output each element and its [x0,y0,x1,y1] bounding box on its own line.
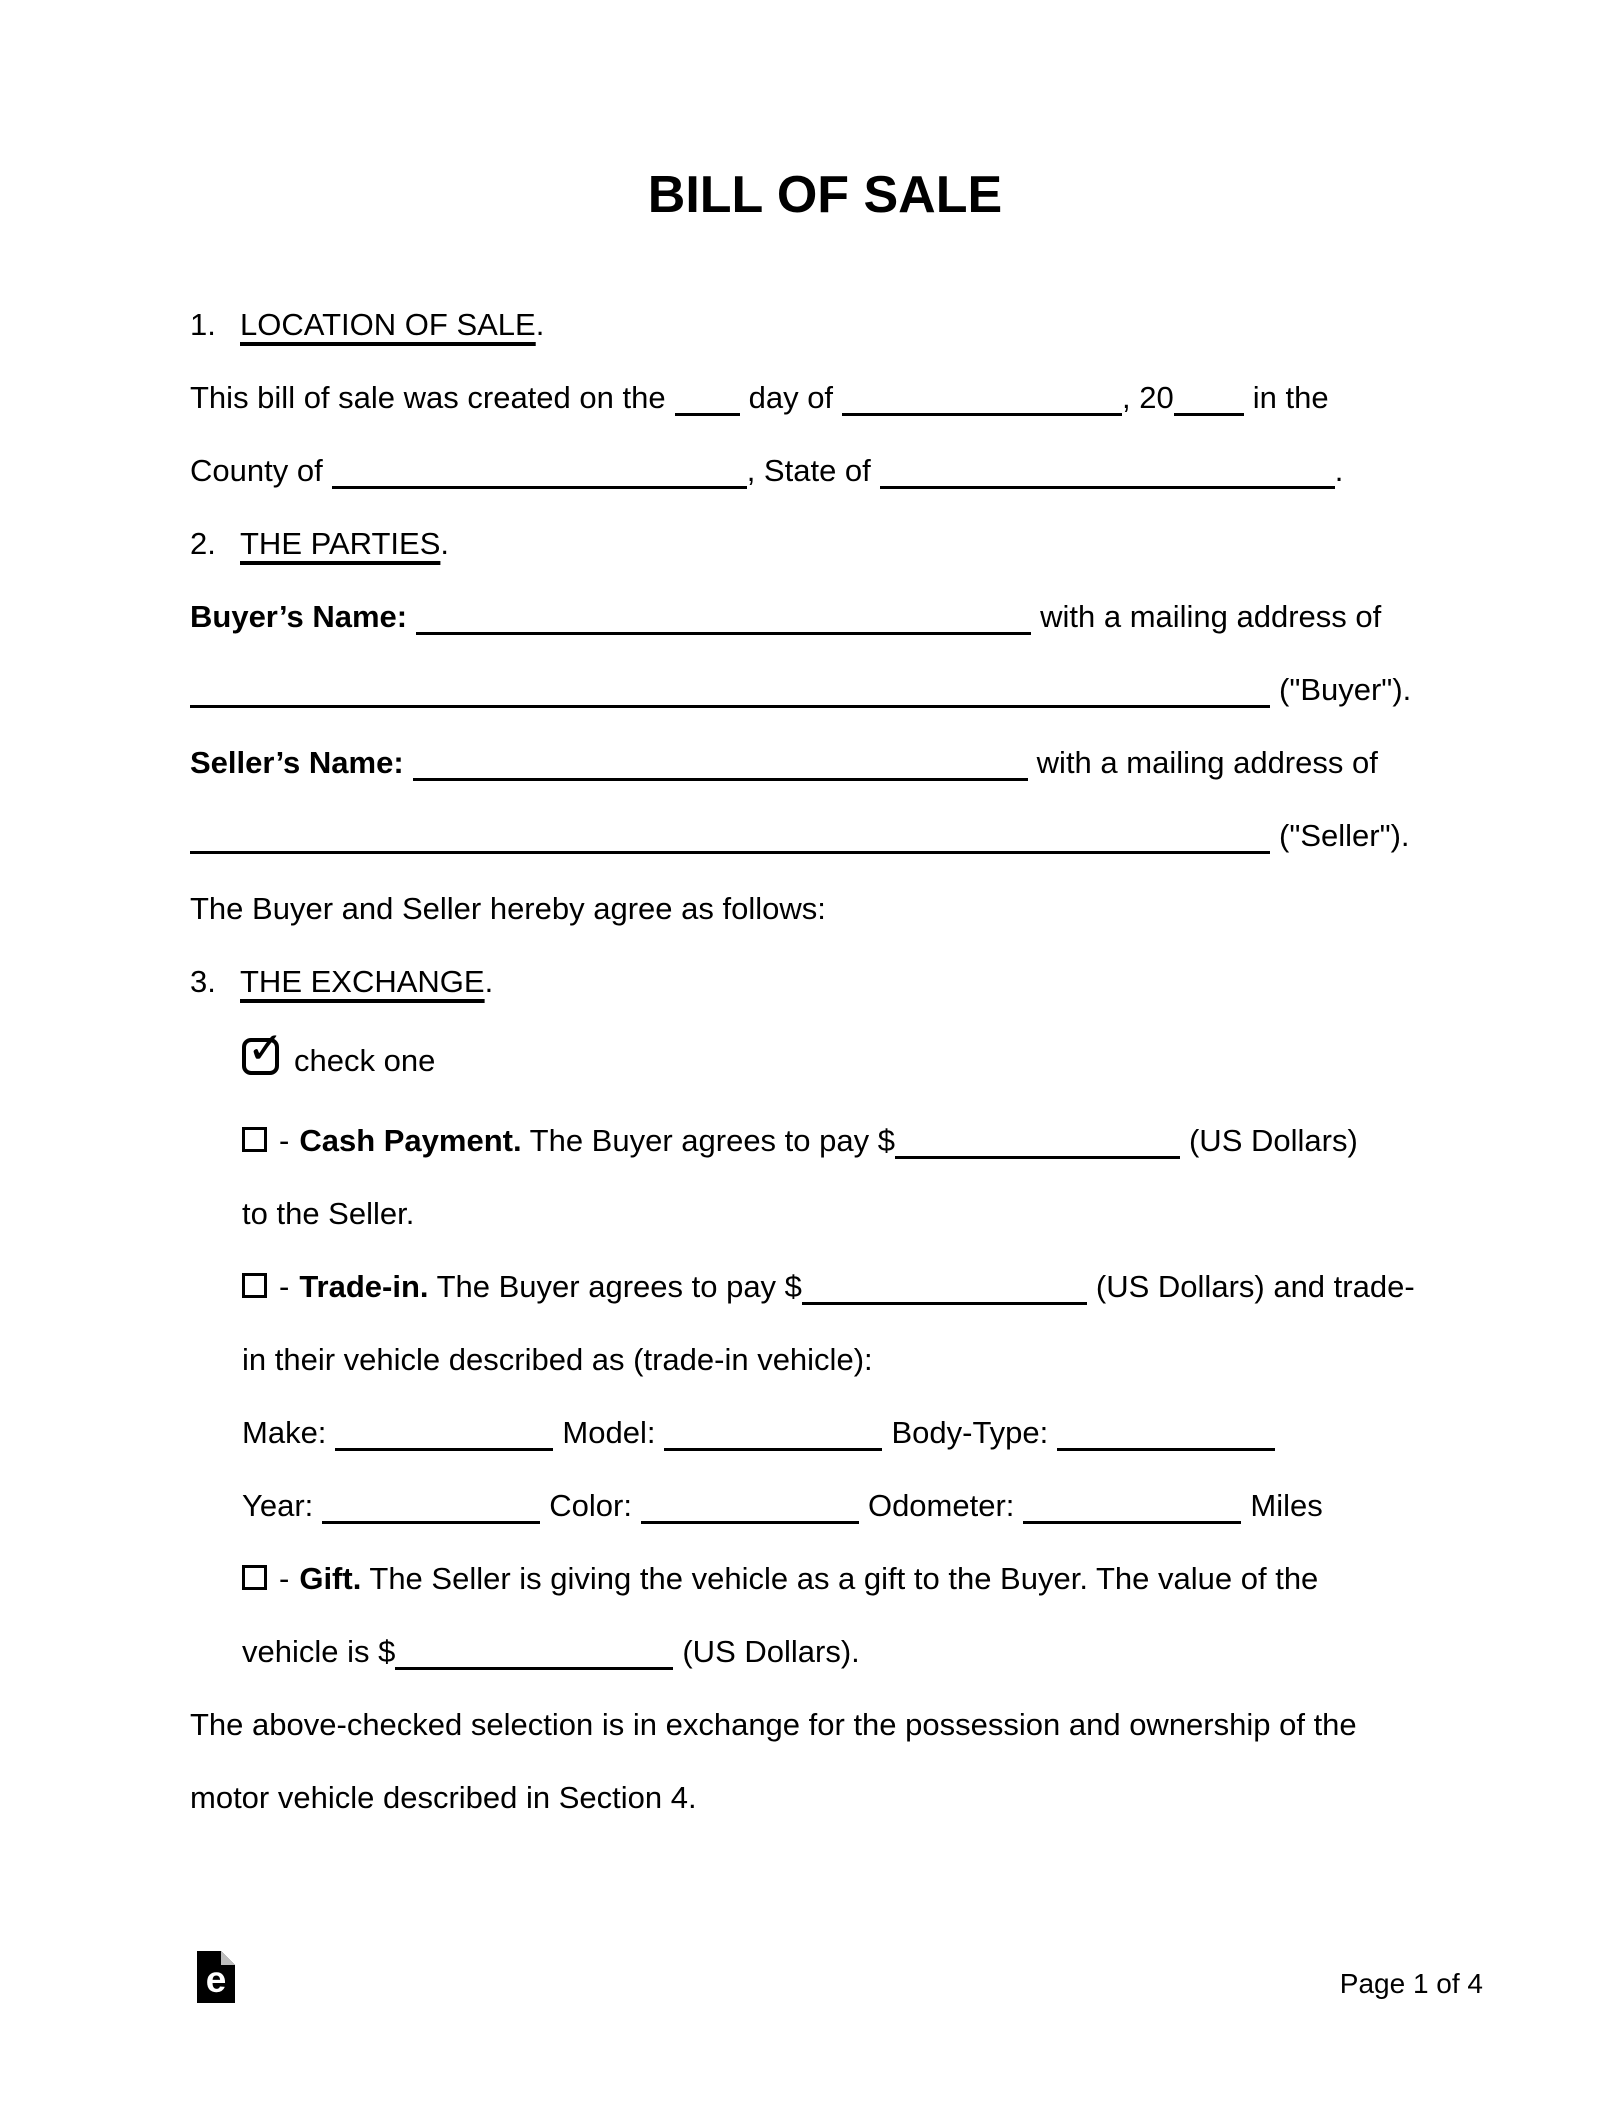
dash-separator: - [279,1561,290,1596]
day-blank[interactable] [675,399,740,416]
buyer-designation-text: ("Buyer"). [1279,672,1412,707]
buyer-name-line [190,580,1460,653]
trade-text-b: (US Dollars) and trade- [1095,1269,1415,1304]
seller-name-label: Seller’s Name: [190,745,404,780]
month-blank[interactable] [842,399,1122,416]
county-text-b: , State of [746,453,871,488]
buyer-name-blank[interactable] [416,618,1031,635]
color-blank[interactable] [641,1507,859,1524]
page-number: Page 1 of 4 [1339,1968,1483,1999]
body-type-blank[interactable] [1057,1434,1275,1451]
section-heading-parties [190,507,1460,580]
year-label: Year: [242,1488,314,1523]
buyer-mailing-text: with a mailing address of [1040,599,1382,634]
document-body [190,0,1460,1834]
buyer-address-blank[interactable] [190,691,1270,708]
buyer-name-label: Buyer’s Name: [190,599,408,634]
document-title: BILL OF SALE [647,166,1003,224]
trade-in-checkbox[interactable] [242,1273,267,1298]
county-blank[interactable] [332,472,747,489]
cash-payment-line [190,1104,1460,1177]
cash-continuation-line [190,1177,1460,1250]
cash-amount-blank[interactable] [895,1142,1180,1159]
section-heading-text: THE PARTIES [240,526,441,561]
seller-mailing-text: with a mailing address of [1036,745,1378,780]
section-heading-exchange [190,945,1460,1018]
model-blank[interactable] [664,1434,882,1451]
gift-label: Gift. [299,1561,362,1596]
model-label: Model: [562,1415,656,1450]
created-text-b: day of [748,380,834,415]
trade-amount-blank[interactable] [802,1288,1087,1305]
check-one-line [190,1018,1460,1104]
buyer-address-line [190,653,1460,726]
miles-label: Miles [1250,1488,1323,1523]
trade-text-a: The Buyer agrees to pay $ [428,1269,802,1304]
created-text-c: , 20 [1122,380,1174,415]
section-number: 3. [190,964,216,999]
closing-text-b: motor vehicle described in Section 4. [190,1780,697,1815]
location-county-line [190,434,1460,507]
seller-name-line [190,726,1460,799]
gift-text-b: vehicle is $ [242,1634,396,1669]
state-blank[interactable] [880,472,1335,489]
heading-period: . [484,964,494,999]
gift-continuation-line [190,1615,1460,1688]
gift-checkbox[interactable] [242,1565,267,1590]
cash-payment-label: Cash Payment. [299,1123,522,1158]
section-number: 2. [190,526,216,561]
make-blank[interactable] [335,1434,553,1451]
dash-separator: - [279,1123,290,1158]
gift-text-c: (US Dollars). [682,1634,860,1669]
check-one-checkbox[interactable] [242,1023,284,1075]
section-heading-text: THE EXCHANGE [240,964,485,999]
heading-period: . [535,307,545,342]
county-text-a: County of [190,453,323,488]
section-number: 1. [190,307,216,342]
vehicle-year-blank[interactable] [322,1507,540,1524]
cash-payment-checkbox[interactable] [242,1127,267,1152]
closing-text-a: The above-checked selection is in exchange for the possession and ownership of the [190,1707,1357,1742]
trade-in-line [190,1250,1460,1323]
gift-value-blank[interactable] [395,1653,673,1670]
cash-text-c: to the Seller. [242,1196,415,1231]
created-text-d: in the [1252,380,1329,415]
created-text-a: This bill of sale was created on the [190,380,666,415]
odometer-label: Odometer: [867,1488,1015,1523]
seller-address-line [190,799,1460,872]
section-heading-text: LOCATION OF SALE [240,307,536,342]
seller-designation-text: ("Seller"). [1279,818,1410,853]
eforms-logo-icon [197,1951,235,2003]
year-blank[interactable] [1174,399,1244,416]
closing-line-a [190,1688,1460,1761]
gift-line [190,1542,1460,1615]
vehicle-make-line [190,1396,1460,1469]
seller-name-blank[interactable] [413,764,1028,781]
dash-separator: - [279,1269,290,1304]
odometer-blank[interactable] [1023,1507,1241,1524]
check-one-label: check one [294,1043,436,1078]
agreement-text: The Buyer and Seller hereby agree as follows: [190,891,826,926]
section-heading-location [190,288,1460,361]
agreement-line [190,872,1460,945]
body-type-label: Body-Type: [891,1415,1049,1450]
logo-letter: e [205,1959,227,2000]
vehicle-year-line [190,1469,1460,1542]
gift-text-a: The Seller is giving the vehicle as a gift to the Buyer. The value of the [361,1561,1319,1596]
color-label: Color: [549,1488,632,1523]
trade-text-c: in their vehicle described as (trade-in vehicle): [242,1342,873,1377]
closing-line-b [190,1761,1460,1834]
seller-address-blank[interactable] [190,837,1270,854]
location-created-line [190,361,1460,434]
cash-text-b: (US Dollars) [1188,1123,1358,1158]
trade-in-label: Trade-in. [299,1269,429,1304]
cash-text-a: The Buyer agrees to pay $ [521,1123,895,1158]
checkmark-icon: ✓ [247,1023,284,1074]
county-text-c: . [1334,453,1344,488]
make-label: Make: [242,1415,327,1450]
trade-continuation-line [190,1323,1460,1396]
heading-period: . [440,526,450,561]
